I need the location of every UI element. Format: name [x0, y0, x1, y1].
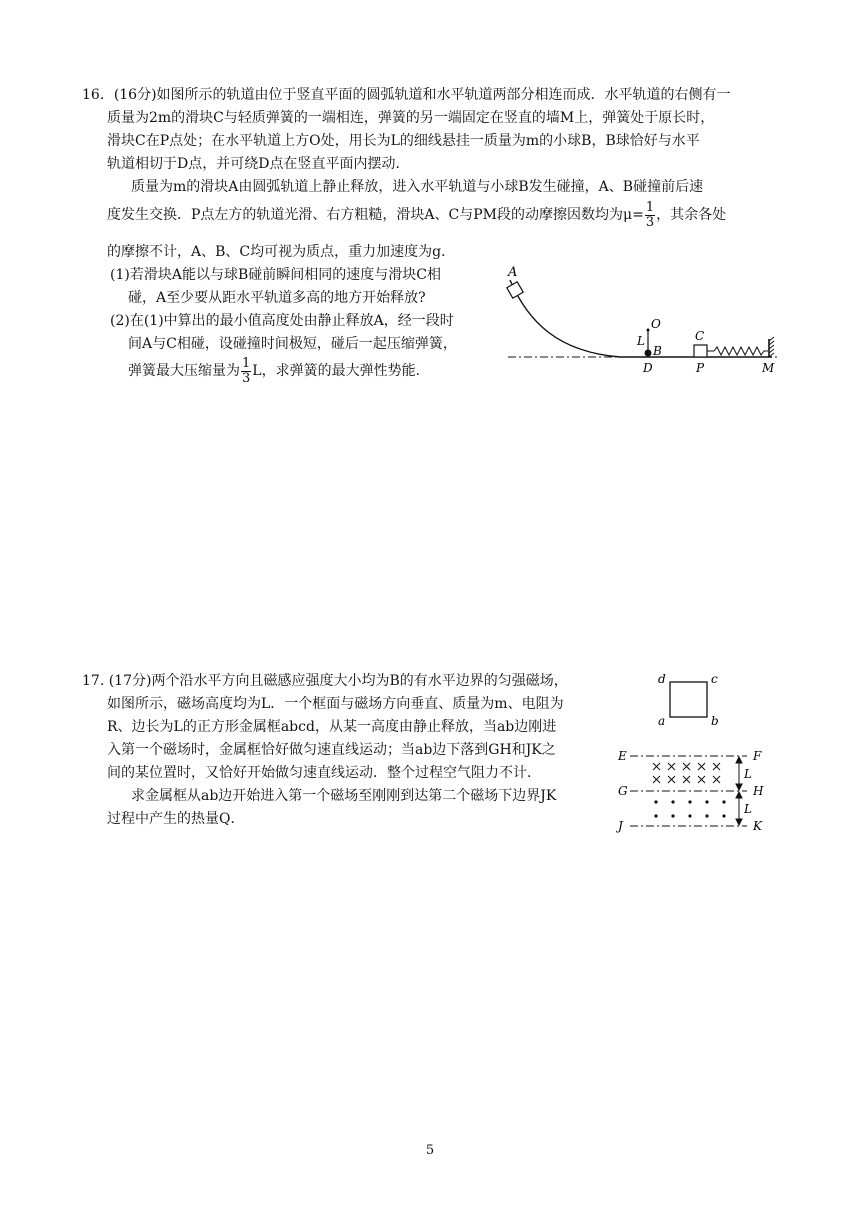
page-number: 5 [425, 1143, 435, 1158]
height-dimension-arrows [736, 757, 742, 825]
label-c: C [695, 329, 705, 343]
label-h: H [753, 784, 764, 798]
label-d: D [643, 361, 653, 375]
label-p: P [696, 361, 705, 375]
q17-line-5: 间的某位置时，又恰好开始做匀速直线运动．整个过程空气阻力不计． [107, 765, 541, 781]
label-a: A [508, 265, 518, 280]
label-g: G [618, 784, 628, 798]
label-a-corner: a [658, 714, 666, 728]
label-m: M [762, 361, 775, 375]
q17-line-6: 求金属框从ab边开始进入第一个磁场至刚刚到达第二个磁场下边界JK [131, 788, 557, 804]
compression-denominator: 3 [242, 370, 251, 386]
q17-line-4: 入第一个磁场时，金属框恰好做匀速直线运动；当ab边下落到GH和JK之 [107, 742, 556, 758]
q16-line-6 [107, 198, 726, 232]
q16-part1-line-1: (1)若滑块A能以与球B碰前瞬间相同的速度与滑块C相 [110, 267, 441, 283]
compression-numerator: 1 [242, 355, 251, 371]
q17-line-3: R、边长为L的正方形金属框abcd，从某一高度由静止释放，当ab边刚进 [107, 719, 557, 735]
metal-frame [670, 682, 707, 717]
q16-line-6-start: 度发生交换．P点左方的轨道光滑、右方粗糙，滑块A、C与PM段的动摩擦因数均为μ= [107, 207, 644, 223]
label-b-corner: b [711, 714, 719, 728]
mu-numerator: 1 [645, 199, 655, 215]
label-f: F [753, 749, 762, 763]
q16-line-3: 滑块C在P点处；在水平轨道上方O处，用长为L的细线悬挂一质量为m的小球B，B球恰好与水平 [107, 133, 700, 149]
label-b: B [653, 344, 662, 358]
q16-track-figure [500, 260, 790, 380]
block-c [694, 345, 707, 357]
q17-line-7: 过程中产生的热量Q． [107, 811, 245, 827]
q16-part2-line-1: (2)在(1)中算出的最小值高度处由静止释放A，经一段时 [110, 313, 454, 329]
q17-line-1: 17. (17分)两个沿水平方向且磁感应强度大小均为B的有水平边界的匀强磁场， [82, 673, 568, 689]
q16-part2-line-3 [128, 354, 430, 388]
q17-magnetic-field-figure [615, 665, 770, 845]
label-l: L [637, 334, 645, 348]
label-k: K [753, 819, 762, 833]
label-l-lower: L [744, 802, 752, 816]
q16-line-7: 的摩擦不计，A、B、C均可视为质点，重力加速度为g． [107, 244, 456, 260]
q16-part2-line-3-end: L，求弹簧的最大弹性势能． [252, 363, 430, 379]
block-a [507, 282, 523, 298]
compression-fraction [241, 357, 251, 386]
q16-part2-line-3-start: 弹簧最大压缩量为 [128, 363, 240, 379]
mu-fraction [645, 201, 655, 230]
label-c-corner: c [711, 672, 718, 686]
q16-line-5: 质量为m的滑块A由圆弧轨道上静止释放，进入水平轨道与小球B发生碰撞，A、B碰撞前后速 [131, 179, 704, 195]
ball-b [645, 350, 652, 357]
label-d-corner: d [658, 672, 666, 686]
q16-part1-line-2: 碰，A至少要从距水平轨道多高的地方开始释放? [128, 290, 426, 306]
label-e: E [618, 749, 627, 763]
point-o [647, 329, 650, 332]
label-o: O [651, 317, 661, 331]
label-l-upper: L [744, 767, 752, 781]
field-into-page-crosses [653, 763, 720, 783]
q16-line-4: 轨道相切于D点，并可绕D点在竖直平面内摆动． [107, 156, 410, 172]
q16-part2-line-2: 间A与C相碰，设碰撞时间极短，碰后一起压缩弹簧， [128, 336, 457, 352]
spring [707, 347, 768, 355]
field-out-of-page-dots [654, 800, 725, 817]
label-j: J [618, 819, 623, 833]
q16-line-6-end: ，其余各处 [656, 207, 727, 223]
q16-line-2: 质量为2m的滑块C与轻质弹簧的一端相连，弹簧的另一端固定在竖直的墙M上，弹簧处于原长时， [107, 110, 715, 126]
q16-line-1: 16．(16分)如图所示的轨道由位于竖直平面的圆弧轨道和水平轨道两部分相连而成．水平轨道的右侧有一 [82, 87, 731, 103]
q17-line-2: 如图所示，磁场高度均为L．一个框面与磁场方向垂直、质量为m、电阻为 [107, 696, 564, 712]
mu-denominator: 3 [645, 214, 655, 230]
